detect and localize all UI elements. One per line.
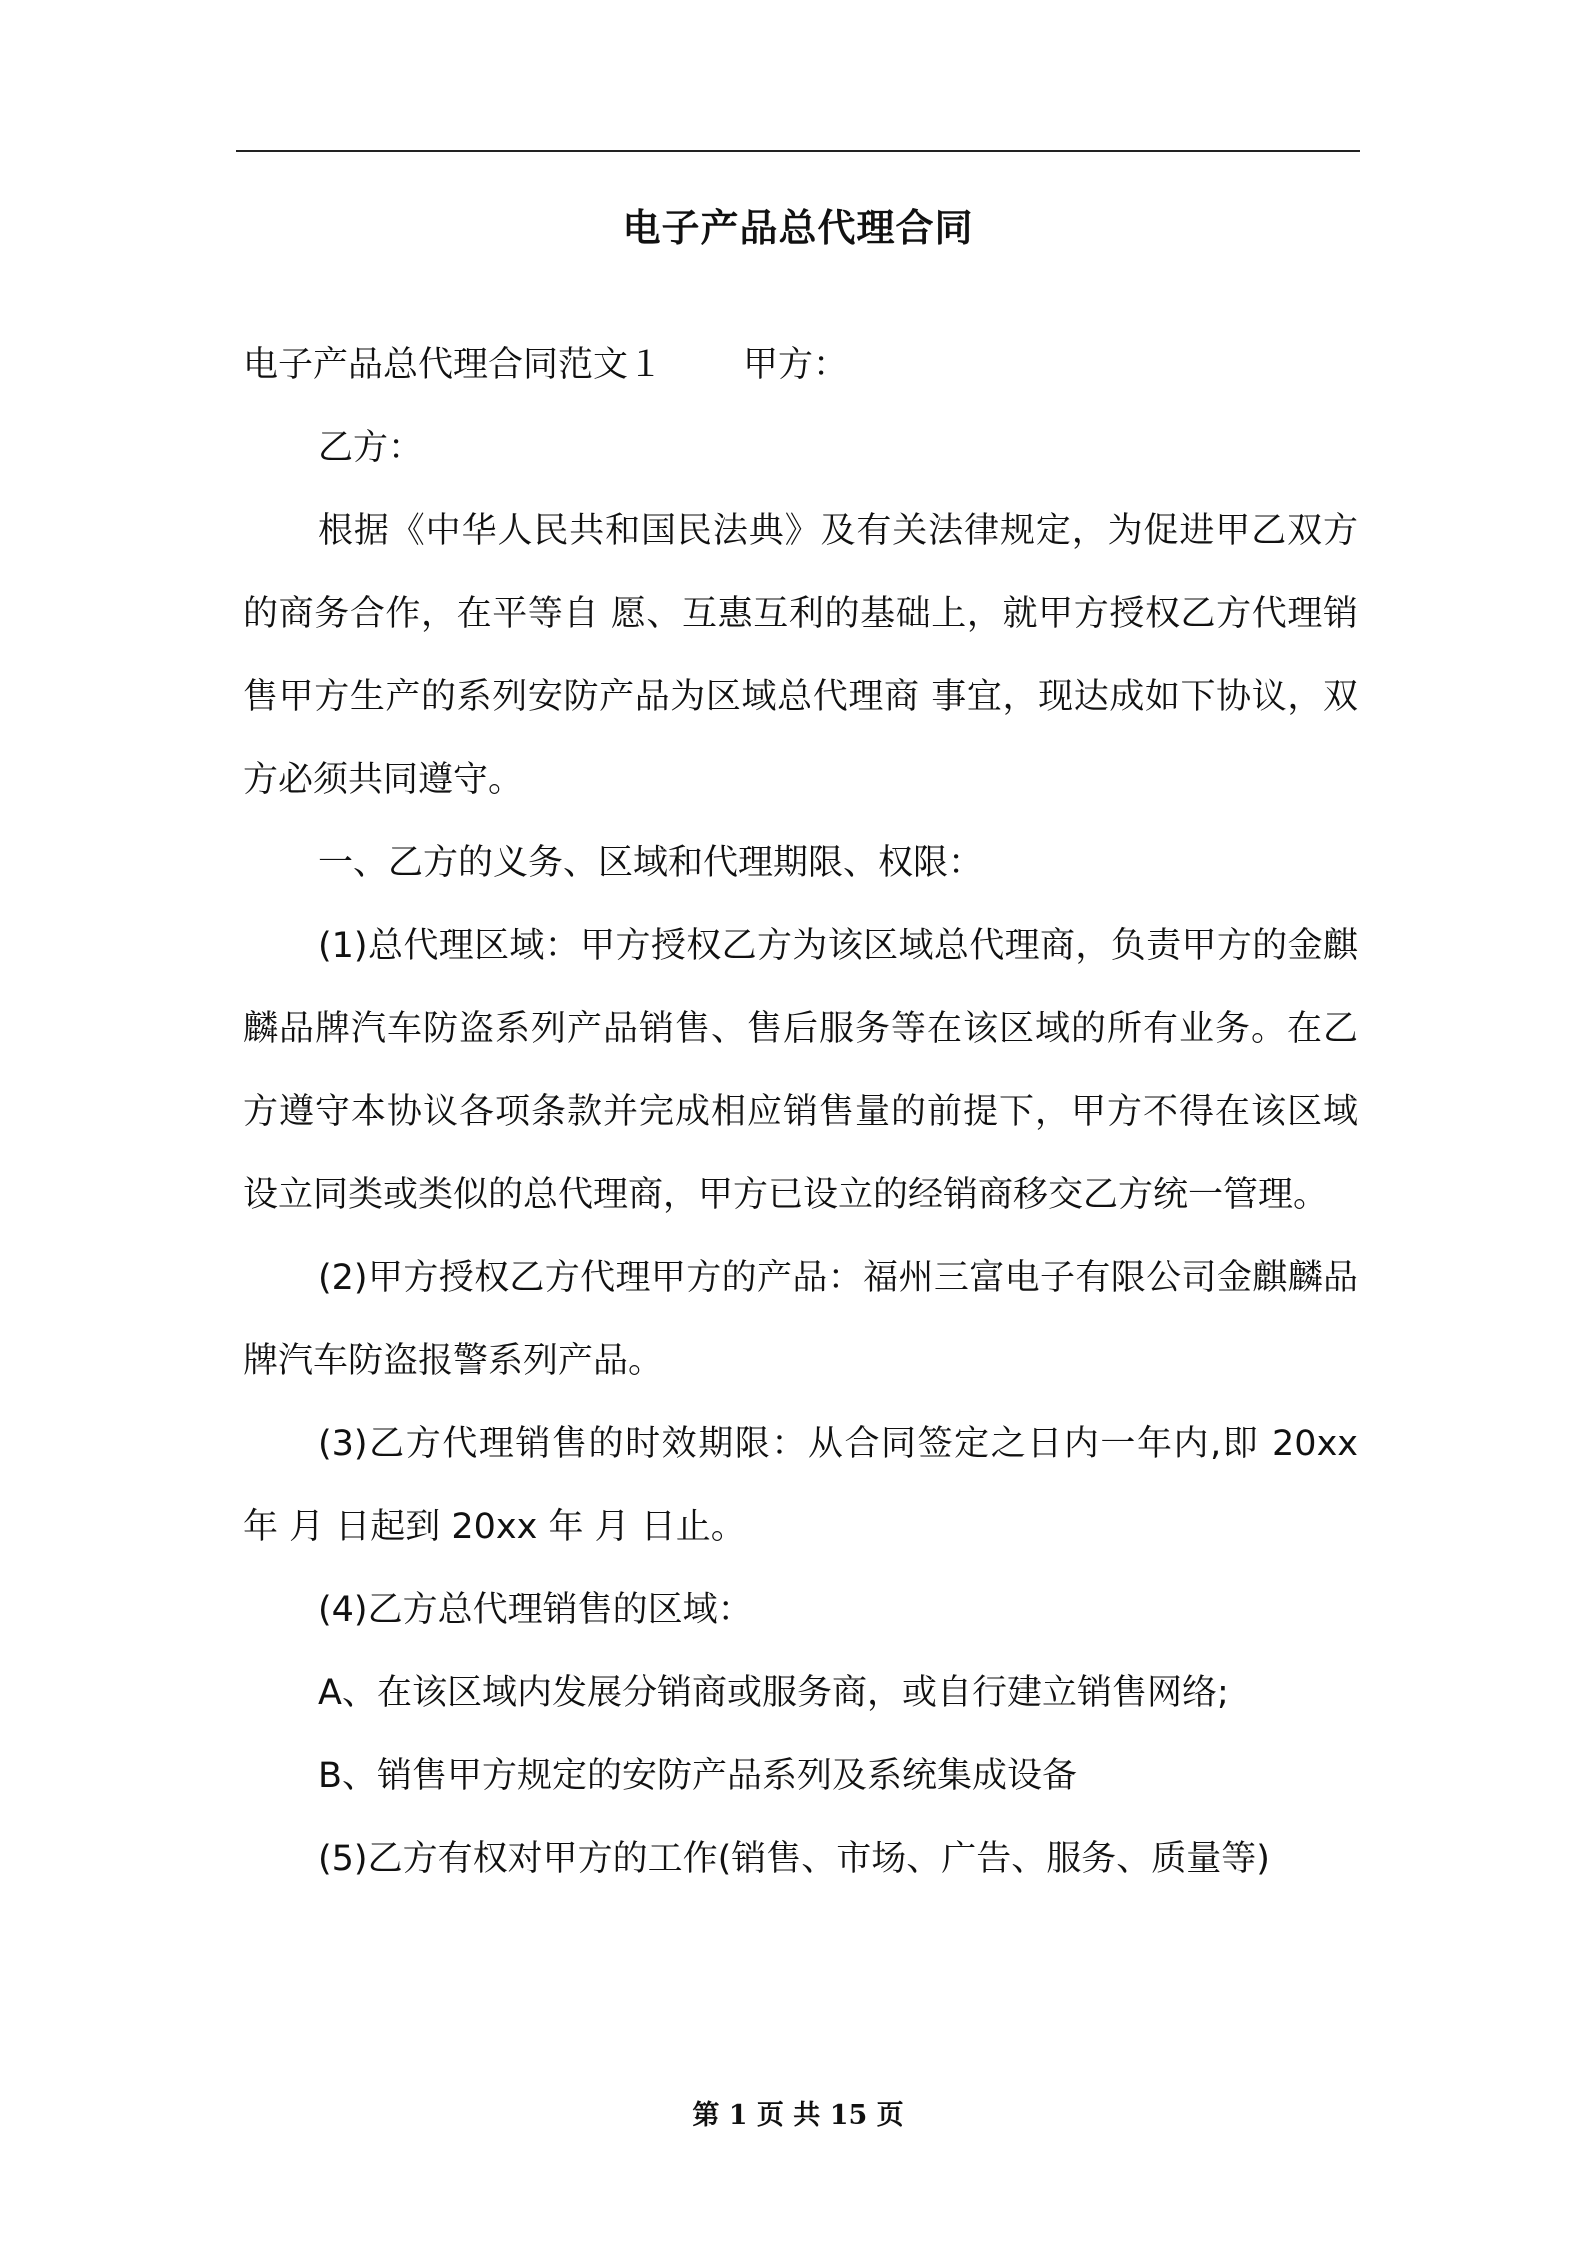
intro-left: 电子产品总代理合同范文１ — [243, 345, 664, 385]
clause-2: (2)甲方授权乙方代理甲方的产品：福州三富电子有限公司金麒麟品牌汽车防盗报警系列产品。 — [243, 1258, 1358, 1381]
party-b-label: 乙方： — [318, 428, 424, 468]
clause-5: (5)乙方有权对甲方的工作(销售、市场、广告、服务、质量等) — [318, 1839, 1270, 1879]
clause-3: (3)乙方代理销售的时效期限：从合同签定之日内一年内,即 20xx 年 月 日起到 20xx 年 月 日止。 — [243, 1424, 1358, 1547]
document-body — [243, 324, 1358, 1901]
clause-4: (4)乙方总代理销售的区域： — [318, 1590, 753, 1630]
document-title: 电子产品总代理合同 — [622, 206, 974, 250]
page-indicator: 第 1 页 共 15 页 — [692, 2100, 904, 2131]
party-a-label: 甲方： — [743, 345, 849, 385]
section-1-heading: 一、乙方的义务、区域和代理期限、权限： — [318, 843, 984, 883]
clause-1: (1)总代理区域：甲方授权乙方为该区域总代理商，负责甲方的金麒麟品牌汽车防盗系列产品销售、售后服务等在该区域的所有业务。在乙方遵守本协议各项条款并完成相应销售量的前提下，甲方不得在该区域设立同类或类似的总代理商，甲方已设立的经销商移交乙方统一管理。 — [243, 926, 1358, 1215]
clause-4b: B、销售甲方规定的安防产品系列及系统集成设备 — [318, 1756, 1078, 1796]
header-rule — [236, 150, 1360, 152]
preamble-paragraph: 根据《中华人民共和国民法典》及有关法律规定，为促进甲乙双方的商务合作，在平等自 愿、互惠互利的基础上，就甲方授权乙方代理销售甲方生产的系列安防产品为区域总代理商 事宜，现达成如下协议，双方必须共同遵守。 — [243, 511, 1358, 800]
intro-line — [243, 324, 1358, 407]
clause-4a: A、在该区域内发展分销商或服务商，或自行建立销售网络; — [318, 1673, 1229, 1713]
